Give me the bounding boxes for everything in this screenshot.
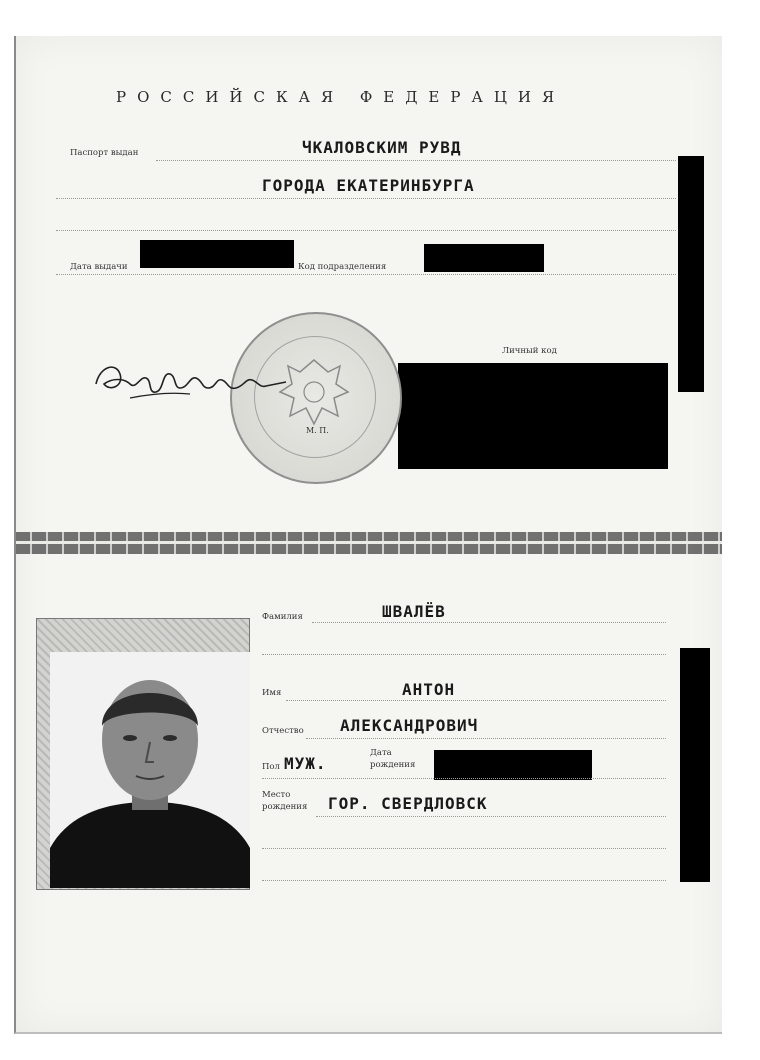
issued-by-line-1: ЧКАЛОВСКИМ РУВД [302,138,462,157]
dotted-line [312,622,666,623]
issue-date-label: Дата выдачи [70,262,128,272]
birth-date-label-1: Дата [370,748,392,758]
signature [90,348,310,412]
patronymic-value: АЛЕКСАНДРОВИЧ [340,716,479,735]
birthplace-label-2: рождения [262,802,308,812]
dotted-line [262,880,666,881]
dotted-line [316,816,666,817]
dotted-line [262,654,666,655]
dotted-line [156,160,676,161]
birthplace-value: ГОР. СВЕРДЛОВСК [328,794,488,813]
holder-photo [50,652,250,888]
redacted-vertical-bar-lower [680,648,710,882]
passport-page [14,36,722,1034]
dotted-line [56,230,676,231]
issued-by-label: Паспорт выдан [70,148,139,158]
dotted-line [56,274,676,275]
redacted-department-code [424,244,544,272]
redacted-vertical-bar [678,156,704,392]
stamp-text: М. П. [306,426,329,435]
country-heading: РОССИЙСКАЯ ФЕДЕРАЦИЯ [116,88,566,106]
signature-icon [90,348,310,408]
dotted-line [286,700,666,701]
name-value: АНТОН [402,680,456,699]
surname-value: ШВАЛЁВ [382,602,446,621]
surname-label: Фамилия [262,612,303,622]
portrait-icon [50,652,250,888]
sex-label: Пол [262,762,280,772]
birth-date-label-2: рождения [370,760,416,770]
dotted-line [56,198,676,199]
redacted-personal-code [398,363,668,469]
issued-by-line-2: ГОРОДА ЕКАТЕРИНБУРГА [262,176,475,195]
dotted-line [262,778,666,779]
dotted-line [262,848,666,849]
perforation-strip [16,532,722,554]
sex-value: МУЖ. [284,754,327,773]
redacted-birth-date [434,750,592,780]
birthplace-label-1: Место [262,790,291,800]
name-label: Имя [262,688,282,698]
patronymic-label: Отчество [262,726,304,736]
dotted-line [306,738,666,739]
department-code-label: Код подразделения [298,262,387,272]
personal-code-label: Личный код [502,346,557,356]
redacted-issue-date [140,240,294,268]
